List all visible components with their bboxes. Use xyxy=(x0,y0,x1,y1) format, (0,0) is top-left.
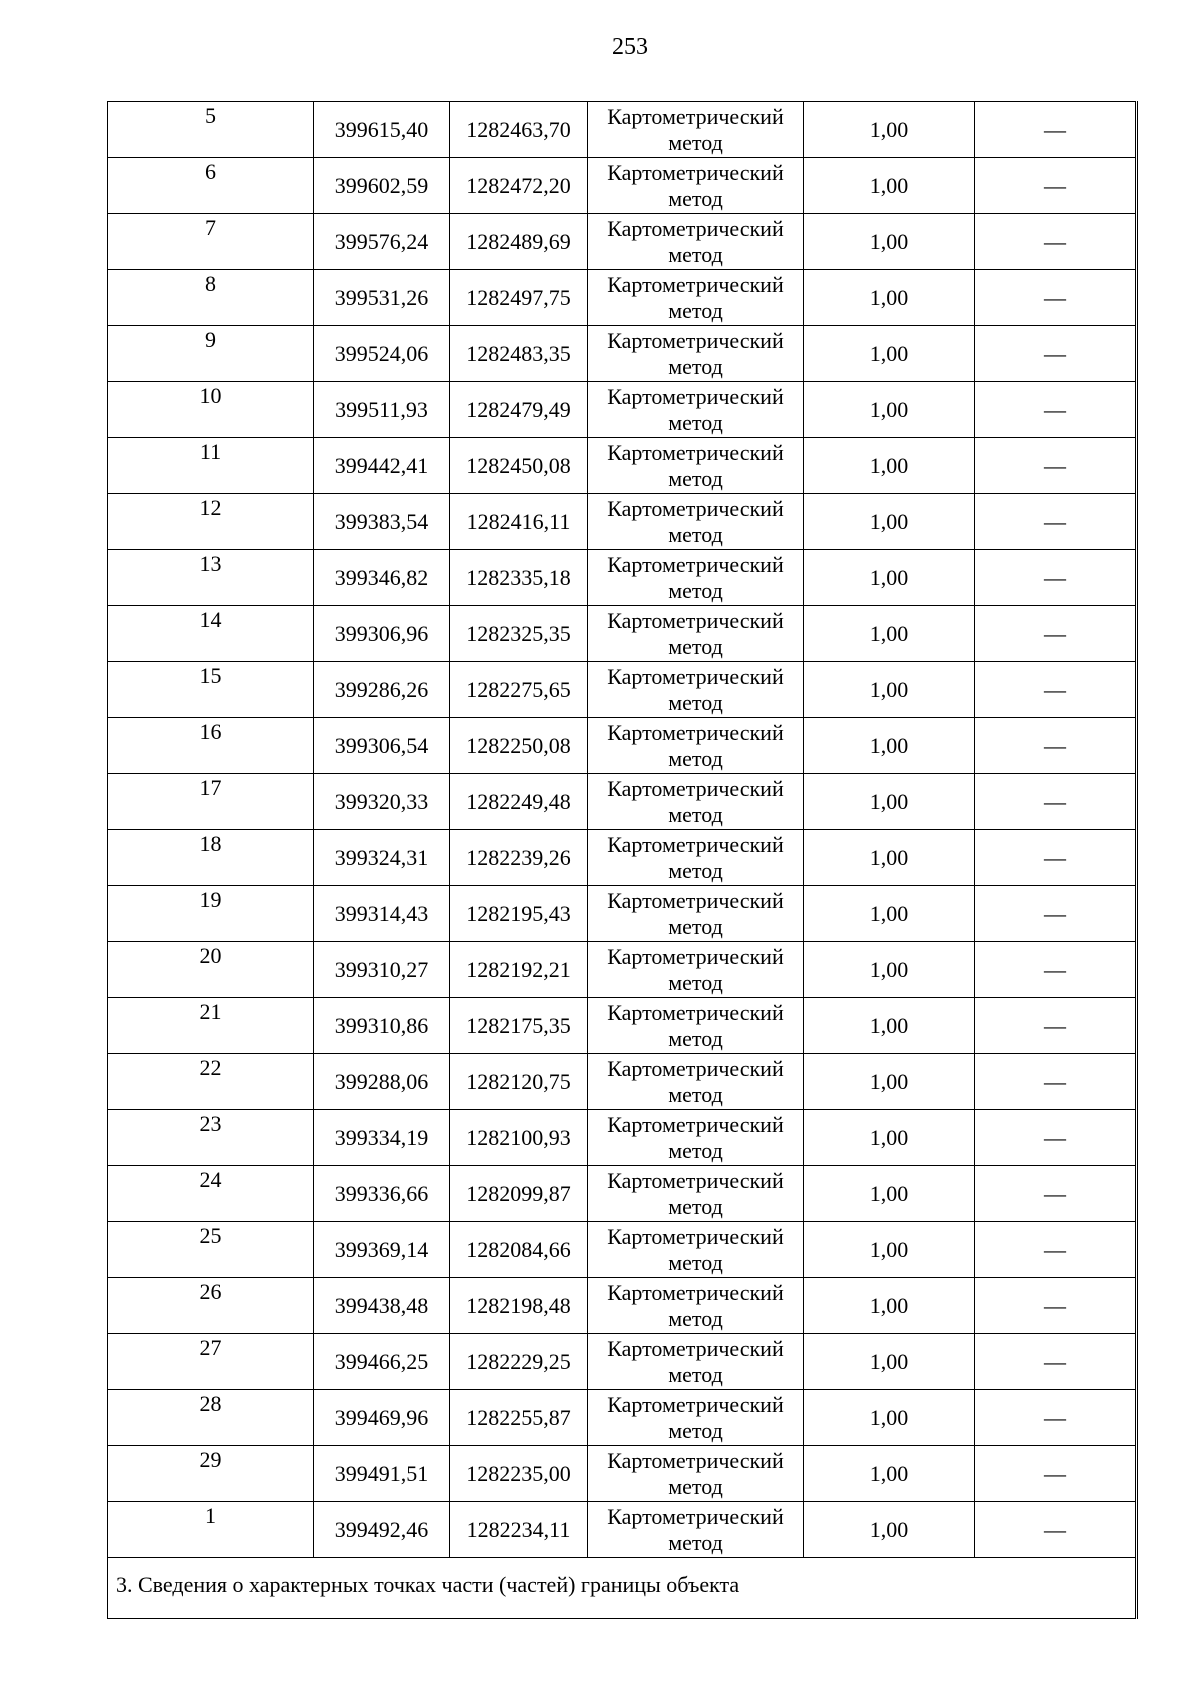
method-line: метод xyxy=(668,1361,723,1387)
y-coordinate-cell: 1282250,08 xyxy=(450,718,588,774)
accuracy-cell: 1,00 xyxy=(804,494,975,550)
method-cell xyxy=(588,158,804,214)
x-coordinate-cell: 399442,41 xyxy=(314,438,450,494)
accuracy-cell: 1,00 xyxy=(804,774,975,830)
method-line: метод xyxy=(668,465,723,491)
table-row xyxy=(108,326,1137,382)
accuracy-cell: 1,00 xyxy=(804,214,975,270)
accuracy-cell: 1,00 xyxy=(804,1278,975,1334)
point-number-cell: 13 xyxy=(108,550,314,606)
table-row xyxy=(108,494,1137,550)
method-line: Картометрический xyxy=(607,383,784,409)
method-line: Картометрический xyxy=(607,1167,784,1193)
table-row xyxy=(108,942,1137,998)
method-cell xyxy=(588,494,804,550)
table-row xyxy=(108,774,1137,830)
point-number-cell: 18 xyxy=(108,830,314,886)
point-number-cell: 17 xyxy=(108,774,314,830)
y-coordinate-cell: 1282235,00 xyxy=(450,1446,588,1502)
description-cell: — xyxy=(975,382,1137,438)
x-coordinate-cell: 399438,48 xyxy=(314,1278,450,1334)
method-cell xyxy=(588,774,804,830)
method-line: метод xyxy=(668,1417,723,1443)
table-row xyxy=(108,1110,1137,1166)
y-coordinate-cell: 1282239,26 xyxy=(450,830,588,886)
y-coordinate-cell: 1282489,69 xyxy=(450,214,588,270)
table-row xyxy=(108,214,1137,270)
x-coordinate-cell: 399576,24 xyxy=(314,214,450,270)
x-coordinate-cell: 399531,26 xyxy=(314,270,450,326)
table-row xyxy=(108,662,1137,718)
x-coordinate-cell: 399334,19 xyxy=(314,1110,450,1166)
table-row xyxy=(108,270,1137,326)
description-cell: — xyxy=(975,1334,1137,1390)
method-line: метод xyxy=(668,353,723,379)
method-line: Картометрический xyxy=(607,327,784,353)
method-line: метод xyxy=(668,633,723,659)
description-cell: — xyxy=(975,494,1137,550)
x-coordinate-cell: 399511,93 xyxy=(314,382,450,438)
method-line: метод xyxy=(668,801,723,827)
accuracy-cell: 1,00 xyxy=(804,438,975,494)
description-cell: — xyxy=(975,326,1137,382)
description-cell: — xyxy=(975,606,1137,662)
method-line: метод xyxy=(668,409,723,435)
accuracy-cell: 1,00 xyxy=(804,1334,975,1390)
point-number-cell: 16 xyxy=(108,718,314,774)
method-cell xyxy=(588,1446,804,1502)
table-row xyxy=(108,1334,1137,1390)
x-coordinate-cell: 399306,96 xyxy=(314,606,450,662)
y-coordinate-cell: 1282497,75 xyxy=(450,270,588,326)
y-coordinate-cell: 1282416,11 xyxy=(450,494,588,550)
accuracy-cell: 1,00 xyxy=(804,1110,975,1166)
description-cell: — xyxy=(975,662,1137,718)
description-cell: — xyxy=(975,550,1137,606)
accuracy-cell: 1,00 xyxy=(804,326,975,382)
accuracy-cell: 1,00 xyxy=(804,1054,975,1110)
table-row xyxy=(108,438,1137,494)
accuracy-cell: 1,00 xyxy=(804,662,975,718)
x-coordinate-cell: 399314,43 xyxy=(314,886,450,942)
method-line: метод xyxy=(668,1305,723,1331)
point-number-cell: 11 xyxy=(108,438,314,494)
description-cell: — xyxy=(975,942,1137,998)
description-cell: — xyxy=(975,1278,1137,1334)
point-number-cell: 8 xyxy=(108,270,314,326)
page-number: 253 xyxy=(612,34,648,60)
method-cell xyxy=(588,326,804,382)
point-number-cell: 20 xyxy=(108,942,314,998)
description-cell: — xyxy=(975,718,1137,774)
accuracy-cell: 1,00 xyxy=(804,718,975,774)
method-cell xyxy=(588,718,804,774)
x-coordinate-cell: 399306,54 xyxy=(314,718,450,774)
accuracy-cell: 1,00 xyxy=(804,158,975,214)
method-line: метод xyxy=(668,129,723,155)
accuracy-cell: 1,00 xyxy=(804,1390,975,1446)
point-number-cell: 27 xyxy=(108,1334,314,1390)
point-number-cell: 26 xyxy=(108,1278,314,1334)
x-coordinate-cell: 399320,33 xyxy=(314,774,450,830)
method-line: Картометрический xyxy=(607,663,784,689)
method-cell xyxy=(588,1502,804,1558)
method-cell xyxy=(588,942,804,998)
method-line: Картометрический xyxy=(607,159,784,185)
point-number-cell: 1 xyxy=(108,1502,314,1558)
y-coordinate-cell: 1282100,93 xyxy=(450,1110,588,1166)
point-number-cell: 12 xyxy=(108,494,314,550)
y-coordinate-cell: 1282249,48 xyxy=(450,774,588,830)
table-row xyxy=(108,1166,1137,1222)
method-line: Картометрический xyxy=(607,607,784,633)
method-line: Картометрический xyxy=(607,103,784,129)
method-line: Картометрический xyxy=(607,495,784,521)
table-row xyxy=(108,1446,1137,1502)
point-number-cell: 14 xyxy=(108,606,314,662)
point-number-cell: 22 xyxy=(108,1054,314,1110)
method-line: Картометрический xyxy=(607,1055,784,1081)
table-row xyxy=(108,550,1137,606)
point-number-cell: 25 xyxy=(108,1222,314,1278)
method-line: Картометрический xyxy=(607,999,784,1025)
coordinates-table xyxy=(107,101,1138,1619)
method-line: метод xyxy=(668,1529,723,1555)
accuracy-cell: 1,00 xyxy=(804,1502,975,1558)
x-coordinate-cell: 399492,46 xyxy=(314,1502,450,1558)
method-cell xyxy=(588,438,804,494)
x-coordinate-cell: 399524,06 xyxy=(314,326,450,382)
y-coordinate-cell: 1282472,20 xyxy=(450,158,588,214)
x-coordinate-cell: 399336,66 xyxy=(314,1166,450,1222)
method-line: Картометрический xyxy=(607,1503,784,1529)
method-cell xyxy=(588,830,804,886)
description-cell: — xyxy=(975,1222,1137,1278)
method-line: метод xyxy=(668,577,723,603)
method-cell xyxy=(588,102,804,158)
y-coordinate-cell: 1282255,87 xyxy=(450,1390,588,1446)
method-cell xyxy=(588,382,804,438)
method-line: Картометрический xyxy=(607,551,784,577)
accuracy-cell: 1,00 xyxy=(804,382,975,438)
method-line: Картометрический xyxy=(607,439,784,465)
method-line: Картометрический xyxy=(607,775,784,801)
accuracy-cell: 1,00 xyxy=(804,998,975,1054)
description-cell: — xyxy=(975,1110,1137,1166)
table-body xyxy=(108,102,1137,1619)
x-coordinate-cell: 399286,26 xyxy=(314,662,450,718)
point-number-cell: 10 xyxy=(108,382,314,438)
method-cell xyxy=(588,550,804,606)
table-row xyxy=(108,886,1137,942)
method-line: метод xyxy=(668,297,723,323)
method-line: Картометрический xyxy=(607,1335,784,1361)
method-line: Картометрический xyxy=(607,1391,784,1417)
table-row xyxy=(108,718,1137,774)
x-coordinate-cell: 399346,82 xyxy=(314,550,450,606)
method-line: метод xyxy=(668,857,723,883)
method-cell xyxy=(588,1166,804,1222)
method-line: метод xyxy=(668,745,723,771)
point-number-cell: 6 xyxy=(108,158,314,214)
description-cell: — xyxy=(975,774,1137,830)
method-line: Картометрический xyxy=(607,215,784,241)
method-line: метод xyxy=(668,1249,723,1275)
accuracy-cell: 1,00 xyxy=(804,942,975,998)
method-cell xyxy=(588,214,804,270)
description-cell: — xyxy=(975,886,1137,942)
y-coordinate-cell: 1282120,75 xyxy=(450,1054,588,1110)
description-cell: — xyxy=(975,438,1137,494)
y-coordinate-cell: 1282198,48 xyxy=(450,1278,588,1334)
method-cell xyxy=(588,1110,804,1166)
accuracy-cell: 1,00 xyxy=(804,270,975,326)
y-coordinate-cell: 1282099,87 xyxy=(450,1166,588,1222)
description-cell: — xyxy=(975,1166,1137,1222)
method-cell xyxy=(588,1278,804,1334)
method-cell xyxy=(588,886,804,942)
footer-row xyxy=(108,1558,1137,1619)
table-row xyxy=(108,382,1137,438)
description-cell: — xyxy=(975,1502,1137,1558)
y-coordinate-cell: 1282483,35 xyxy=(450,326,588,382)
point-number-cell: 23 xyxy=(108,1110,314,1166)
description-cell: — xyxy=(975,214,1137,270)
method-line: метод xyxy=(668,969,723,995)
description-cell: — xyxy=(975,1054,1137,1110)
method-cell xyxy=(588,270,804,326)
x-coordinate-cell: 399469,96 xyxy=(314,1390,450,1446)
x-coordinate-cell: 399310,27 xyxy=(314,942,450,998)
description-cell: — xyxy=(975,1390,1137,1446)
x-coordinate-cell: 399602,59 xyxy=(314,158,450,214)
method-line: Картометрический xyxy=(607,719,784,745)
method-line: Картометрический xyxy=(607,1111,784,1137)
accuracy-cell: 1,00 xyxy=(804,550,975,606)
method-cell xyxy=(588,1334,804,1390)
y-coordinate-cell: 1282335,18 xyxy=(450,550,588,606)
y-coordinate-cell: 1282195,43 xyxy=(450,886,588,942)
point-number-cell: 21 xyxy=(108,998,314,1054)
method-line: метод xyxy=(668,185,723,211)
method-line: метод xyxy=(668,521,723,547)
point-number-cell: 19 xyxy=(108,886,314,942)
point-number-cell: 29 xyxy=(108,1446,314,1502)
x-coordinate-cell: 399466,25 xyxy=(314,1334,450,1390)
y-coordinate-cell: 1282234,11 xyxy=(450,1502,588,1558)
method-line: Картометрический xyxy=(607,1447,784,1473)
description-cell: — xyxy=(975,830,1137,886)
table-row xyxy=(108,606,1137,662)
method-line: Картометрический xyxy=(607,271,784,297)
table-row xyxy=(108,158,1137,214)
point-number-cell: 5 xyxy=(108,102,314,158)
method-line: метод xyxy=(668,1081,723,1107)
y-coordinate-cell: 1282479,49 xyxy=(450,382,588,438)
x-coordinate-cell: 399324,31 xyxy=(314,830,450,886)
description-cell: — xyxy=(975,102,1137,158)
point-number-cell: 15 xyxy=(108,662,314,718)
x-coordinate-cell: 399615,40 xyxy=(314,102,450,158)
method-line: Картометрический xyxy=(607,831,784,857)
accuracy-cell: 1,00 xyxy=(804,1166,975,1222)
x-coordinate-cell: 399310,86 xyxy=(314,998,450,1054)
point-number-cell: 28 xyxy=(108,1390,314,1446)
description-cell: — xyxy=(975,270,1137,326)
table-row xyxy=(108,998,1137,1054)
y-coordinate-cell: 1282229,25 xyxy=(450,1334,588,1390)
table-row xyxy=(108,1502,1137,1558)
point-number-cell: 24 xyxy=(108,1166,314,1222)
x-coordinate-cell: 399491,51 xyxy=(314,1446,450,1502)
table-row xyxy=(108,102,1137,158)
y-coordinate-cell: 1282192,21 xyxy=(450,942,588,998)
method-line: Картометрический xyxy=(607,1279,784,1305)
x-coordinate-cell: 399383,54 xyxy=(314,494,450,550)
y-coordinate-cell: 1282175,35 xyxy=(450,998,588,1054)
y-coordinate-cell: 1282463,70 xyxy=(450,102,588,158)
method-cell xyxy=(588,606,804,662)
method-line: метод xyxy=(668,913,723,939)
method-line: метод xyxy=(668,1193,723,1219)
point-number-cell: 7 xyxy=(108,214,314,270)
method-cell xyxy=(588,1390,804,1446)
y-coordinate-cell: 1282450,08 xyxy=(450,438,588,494)
description-cell: — xyxy=(975,1446,1137,1502)
table-row xyxy=(108,1390,1137,1446)
accuracy-cell: 1,00 xyxy=(804,1222,975,1278)
table-row xyxy=(108,830,1137,886)
accuracy-cell: 1,00 xyxy=(804,102,975,158)
section-3-heading: 3. Сведения о характерных точках части (частей) границы объекта xyxy=(108,1558,1137,1619)
method-line: метод xyxy=(668,1137,723,1163)
point-number-cell: 9 xyxy=(108,326,314,382)
y-coordinate-cell: 1282275,65 xyxy=(450,662,588,718)
table-row xyxy=(108,1222,1137,1278)
method-line: Картометрический xyxy=(607,887,784,913)
method-cell xyxy=(588,1054,804,1110)
method-line: Картометрический xyxy=(607,1223,784,1249)
x-coordinate-cell: 399288,06 xyxy=(314,1054,450,1110)
accuracy-cell: 1,00 xyxy=(804,1446,975,1502)
method-line: метод xyxy=(668,1473,723,1499)
method-cell xyxy=(588,1222,804,1278)
accuracy-cell: 1,00 xyxy=(804,886,975,942)
table-row xyxy=(108,1054,1137,1110)
y-coordinate-cell: 1282084,66 xyxy=(450,1222,588,1278)
table-row xyxy=(108,1278,1137,1334)
description-cell: — xyxy=(975,998,1137,1054)
accuracy-cell: 1,00 xyxy=(804,606,975,662)
x-coordinate-cell: 399369,14 xyxy=(314,1222,450,1278)
y-coordinate-cell: 1282325,35 xyxy=(450,606,588,662)
method-line: Картометрический xyxy=(607,943,784,969)
method-cell xyxy=(588,662,804,718)
method-cell xyxy=(588,998,804,1054)
description-cell: — xyxy=(975,158,1137,214)
accuracy-cell: 1,00 xyxy=(804,830,975,886)
method-line: метод xyxy=(668,689,723,715)
method-line: метод xyxy=(668,241,723,267)
method-line: метод xyxy=(668,1025,723,1051)
